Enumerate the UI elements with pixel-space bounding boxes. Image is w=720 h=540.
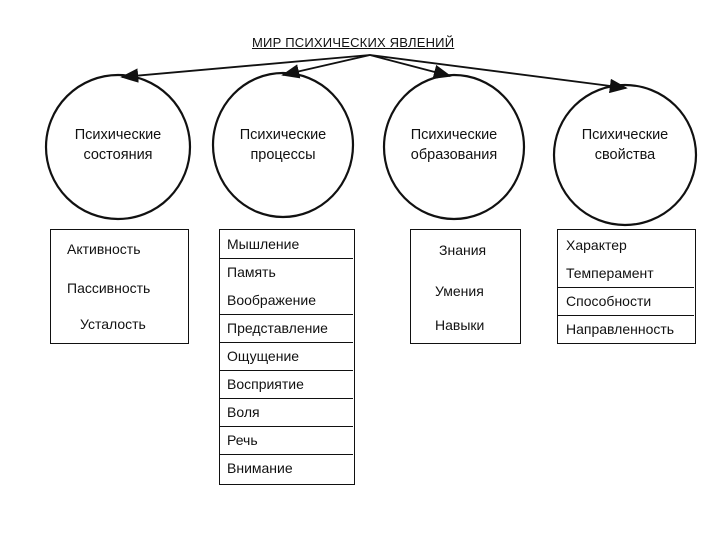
properties-item: Характер [566,237,627,253]
row-divider [220,314,353,315]
row-divider [558,287,694,288]
states-item: Усталость [80,316,146,332]
processes-item: Ощущение [227,348,300,364]
category-states [48,125,188,165]
processes-item: Внимание [227,460,293,476]
states-box [50,229,189,344]
formations-item: Навыки [435,317,485,333]
arrow-to-formations [370,55,450,76]
category-formations-line2: образования [410,147,498,163]
category-properties-line1: Психические [581,127,669,143]
category-processes [213,125,353,165]
processes-item: Воля [227,404,260,420]
category-properties [555,125,695,165]
properties-item: Темперамент [566,265,654,281]
formations-item: Знания [439,242,487,258]
category-properties-line2: свойства [594,147,656,163]
arrow-to-states [122,55,370,77]
category-processes-line2: процессы [250,147,316,163]
processes-item: Мышление [227,236,300,252]
category-processes-line1: Психические [239,127,327,143]
row-divider [558,315,694,316]
processes-item: Воображение [227,292,316,308]
row-divider [220,454,353,455]
properties-item: Направленность [566,321,675,337]
category-formations-line1: Психические [410,127,498,143]
states-item: Пассивность [67,280,151,296]
row-divider [220,398,353,399]
row-divider [220,370,353,371]
properties-item: Способности [566,293,652,309]
category-states-line1: Психические [74,127,162,143]
formations-item: Умения [435,283,484,299]
diagram-title: МИР ПСИХИЧЕСКИХ ЯВЛЕНИЙ [252,35,455,50]
formations-box [410,229,521,344]
properties-box [557,229,696,344]
row-divider [220,342,353,343]
processes-item: Речь [227,432,258,448]
processes-box [219,229,355,485]
states-item: Активность [67,241,141,257]
row-divider [220,258,353,259]
row-divider [220,426,353,427]
processes-item: Восприятие [227,376,304,392]
processes-item: Память [227,264,276,280]
category-states-line2: состояния [83,147,153,163]
arrow-to-properties [370,55,626,88]
category-formations [384,125,524,165]
processes-item: Представление [227,320,328,336]
